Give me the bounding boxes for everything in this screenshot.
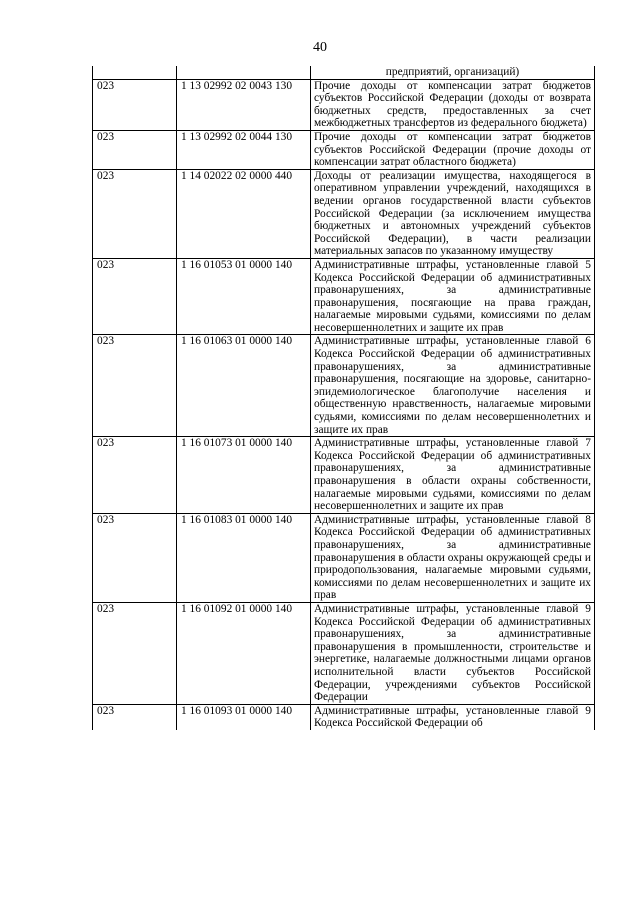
description-cell: предприятий, организаций) bbox=[311, 66, 595, 79]
table-row bbox=[93, 437, 595, 514]
table-row bbox=[93, 258, 595, 335]
budget-code-cell bbox=[177, 66, 311, 79]
description-cell: Административные штрафы, установленные главой 8 Кодекса Российской Федерации об административных правонарушениях, за административные правонарушения в области охраны окружающей среды и природопользования, налагаемые мировыми судьями, комиссиями по делам несовершеннолетних и защите их прав bbox=[311, 513, 595, 602]
table-row bbox=[93, 704, 595, 730]
budget-code-cell: 1 13 02992 02 0043 130 bbox=[177, 79, 311, 130]
budget-code-cell: 1 16 01083 01 0000 140 bbox=[177, 513, 311, 602]
description-cell: Административные штрафы, установленные главой 9 Кодекса Российской Федерации об административных правонарушениях, за административные правонарушения в промышленности, строительстве и энергетике, налагаемые должностными лицами органов исполнительной власти субъектов Российской Федерации, учреждениями субъектов Российской Федерации bbox=[311, 602, 595, 704]
description-cell: Прочие доходы от компенсации затрат бюджетов субъектов Российской Федерации (прочие доходы от компенсации затрат областного бюджета) bbox=[311, 130, 595, 169]
description-cell: Административные штрафы, установленные главой 5 Кодекса Российской Федерации об административных правонарушениях, за административные правонарушения, посягающие на права граждан, налагаемые мировыми судьями, комиссиями по делам несовершеннолетних и защите их прав bbox=[311, 258, 595, 335]
table-row bbox=[93, 513, 595, 602]
table-row bbox=[93, 79, 595, 130]
admin-code-cell: 023 bbox=[93, 79, 177, 130]
table-row bbox=[93, 66, 595, 79]
admin-code-cell: 023 bbox=[93, 258, 177, 335]
description-cell: Административные штрафы, установленные главой 7 Кодекса Российской Федерации об административных правонарушениях, за административные правонарушения в области охраны собственности, налагаемые мировыми судьями, комиссиями по делам несовершеннолетних и защите их прав bbox=[311, 437, 595, 514]
admin-code-cell: 023 bbox=[93, 704, 177, 730]
admin-code-cell bbox=[93, 66, 177, 79]
table-row bbox=[93, 602, 595, 704]
budget-code-cell: 1 14 02022 02 0000 440 bbox=[177, 169, 311, 258]
page-number: 40 bbox=[313, 40, 327, 55]
budget-code-cell: 1 16 01093 01 0000 140 bbox=[177, 704, 311, 730]
admin-code-cell: 023 bbox=[93, 130, 177, 169]
table-row bbox=[93, 169, 595, 258]
table-row bbox=[93, 335, 595, 437]
admin-code-cell: 023 bbox=[93, 335, 177, 437]
budget-code-cell: 1 16 01063 01 0000 140 bbox=[177, 335, 311, 437]
description-cell: Административные штрафы, установленные главой 6 Кодекса Российской Федерации об административных правонарушениях, за административные правонарушения, посягающие на здоровье, санитарно-эпидемиологическое благополучие населения и общественную нравственность, налагаемые мировыми судьями, комиссиями по делам несовершеннолетних и защите их прав bbox=[311, 335, 595, 437]
description-cell: Доходы от реализации имущества, находящегося в оперативном управлении учреждений, находящихся в ведении органов государственной власти субъектов Российской Федерации (за исключением имущества бюджетных и автономных учреждений субъектов Российской Федерации), в части реализации материальных запасов по указанному имуществу bbox=[311, 169, 595, 258]
admin-code-cell: 023 bbox=[93, 437, 177, 514]
budget-code-cell: 1 13 02992 02 0044 130 bbox=[177, 130, 311, 169]
table-row bbox=[93, 130, 595, 169]
budget-code-cell: 1 16 01053 01 0000 140 bbox=[177, 258, 311, 335]
revenue-codes-table bbox=[92, 66, 595, 730]
admin-code-cell: 023 bbox=[93, 513, 177, 602]
admin-code-cell: 023 bbox=[93, 602, 177, 704]
budget-code-cell: 1 16 01073 01 0000 140 bbox=[177, 437, 311, 514]
description-cell: Административные штрафы, установленные главой 9 Кодекса Российской Федерации об bbox=[311, 704, 595, 730]
description-cell: Прочие доходы от компенсации затрат бюджетов субъектов Российской Федерации (доходы от возврата бюджетных средств, предоставленных за счет межбюджетных трансфертов из федерального бюджета) bbox=[311, 79, 595, 130]
budget-code-cell: 1 16 01092 01 0000 140 bbox=[177, 602, 311, 704]
admin-code-cell: 023 bbox=[93, 169, 177, 258]
